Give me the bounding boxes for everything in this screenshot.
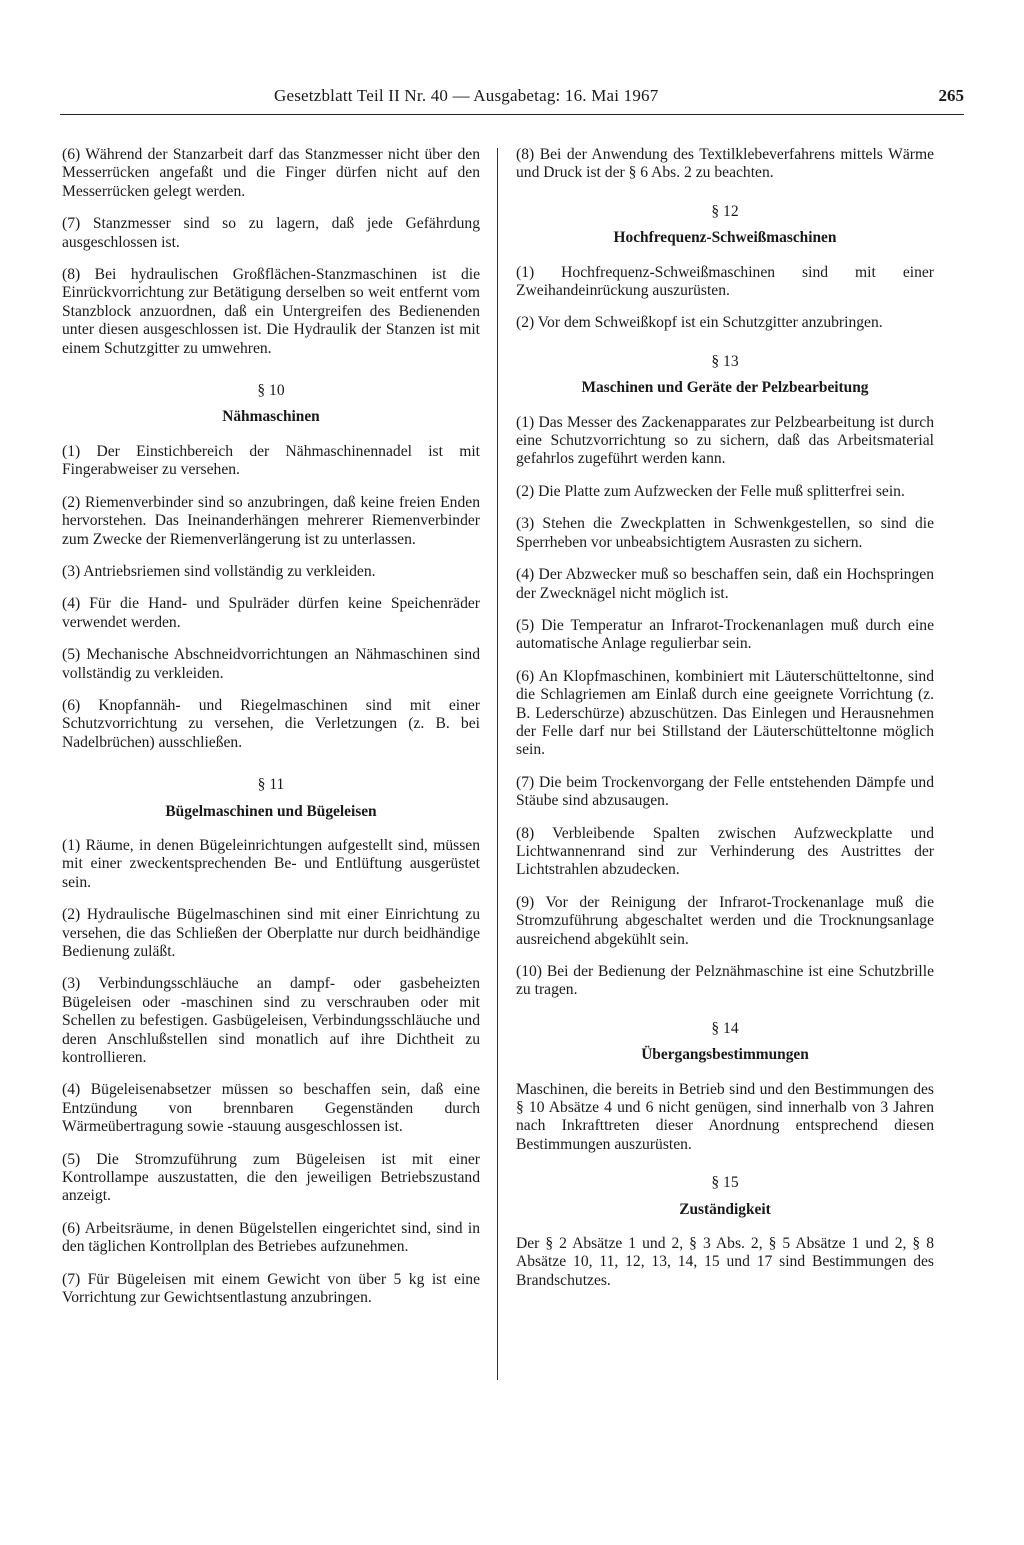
section-title: Bügelmaschinen und Bügeleisen (165, 802, 377, 820)
paragraph: (6) Arbeitsräume, in denen Bügelstellen eingerichtet sind, sind in den täglichen Kontrollplan des Betriebes aufzunehmen. (62, 1219, 480, 1256)
section-title: Maschinen und Geräte der Pelzbearbeitung (581, 379, 869, 397)
section-title: Übergangsbestimmungen (641, 1046, 809, 1064)
paragraph: (8) Verbleibende Spalten zwischen Aufzweckplatte und Lichtwannenrand sind zur Verhinderung des Austrittes der Lichtstrahlen abzudecken. (516, 824, 934, 879)
paragraph: (3) Antriebsriemen sind vollständig zu verkleiden. (62, 562, 376, 580)
paragraph: (1) Räume, in denen Bügeleinrichtungen aufgestellt sind, müssen mit einer zweckentsprechenden Be- und Entlüftung ausgerüstet sein. (62, 836, 480, 891)
paragraph: (5) Die Temperatur an Infrarot-Trockenanlagen muß durch eine automatische Anlage regulierbar sein. (516, 616, 934, 653)
paragraph: (6) An Klopfmaschinen, kombiniert mit Läuterschütteltonne, sind die Schlagriemen am Einlaß durch eine geeignete Vorrichtung (z. B. Lederschürze) abzuschützen. Das Einlegen und Herausnehmen der Felle darf nur bei Stillstand der Läuterschütteltonne möglich sein. (516, 667, 934, 759)
paragraph: (2) Riemenverbinder sind so anzubringen, daß keine freien Enden hervorstehen. Das Ineinanderhängen mehrerer Riemenverbinder zum Zwecke der Riemenverlängerung ist zu unterlassen. (62, 493, 480, 548)
paragraph: (2) Vor dem Schweißkopf ist ein Schutzgitter anzubringen. (516, 314, 883, 332)
section-number: § 12 (711, 202, 739, 220)
header-title: Gesetzblatt Teil II Nr. 40 — Ausgabetag: 16. Mai 1967 (274, 86, 659, 105)
paragraph: (4) Bügeleisenabsetzer müssen so beschaffen sein, daß eine Entzündung von brennbaren Gegenständen durch Wärmeübertragung sowie -stauung ausgeschlossen ist. (62, 1081, 480, 1136)
paragraph: (8) Bei der Anwendung des Textilklebeverfahrens mittels Wärme und Druck ist der § 6 Abs. 2 zu beachten. (516, 146, 934, 182)
paragraph: (1) Das Messer des Zackenapparates zur Pelzbearbeitung ist durch eine Schutzvorrichtung so zu sichern, daß das Arbeitsmaterial gefahrlos zugeführt werden kann. (516, 413, 934, 468)
paragraph: (10) Bei der Bedienung der Pelznähmaschine ist eine Schutzbrille zu tragen. (516, 963, 934, 999)
paragraph: (3) Verbindungsschläuche an dampf- oder gasbeheizten Bügeleisen oder -maschinen sind zu verschrauben oder mit Schellen zu befestigen. Gasbügeleisen, Verbindungsschläuche und deren Anschlußstellen sind monatlich auf ihre Dichtheit zu kontrollieren. (62, 975, 480, 1067)
section-title: Zuständigkeit (679, 1200, 771, 1218)
section-number: § 14 (711, 1019, 739, 1037)
paragraph: (5) Mechanische Abschneidvorrichtungen an Nähmaschinen sind vollständig zu verkleiden. (62, 646, 480, 682)
paragraph: (9) Vor der Reinigung der Infrarot-Trockenanlage muß die Stromzuführung abgeschaltet werden und die Trocknungsanlage ausreichend abgekühlt sein. (516, 893, 934, 948)
paragraph: (3) Stehen die Zweckplatten in Schwenkgestellen, so sind die Sperrheben vor unbeabsichtigtem Ausrasten zu sichern. (516, 515, 934, 551)
page-header (60, 86, 964, 115)
paragraph: (7) Für Bügeleisen mit einem Gewicht von über 5 kg ist eine Vorrichtung zur Gewichtsentlastung anzubringen. (62, 1270, 480, 1307)
paragraph: (6) Knopfannäh- und Riegelmaschinen sind mit einer Schutzvorrichtung zu versehen, die Verletzungen (z. B. bei Nadelbrüchen) ausschließen. (62, 696, 480, 751)
paragraph: (5) Die Stromzuführung zum Bügeleisen ist mit einer Kontrollampe auszustatten, die den jeweiligen Betriebszustand anzeigt. (62, 1150, 480, 1205)
section-number: § 10 (257, 382, 285, 400)
paragraph: (4) Für die Hand- und Spulräder dürfen keine Speichenräder verwendet werden. (62, 595, 480, 631)
right-column (516, 146, 934, 1304)
paragraph: (1) Der Einstichbereich der Nähmaschinennadel ist mit Fingerabweiser zu versehen. (62, 442, 480, 479)
paragraph: (8) Bei hydraulischen Großflächen-Stanzmaschinen ist die Einrückvorrichtung zur Betätigung derselben so weit entfernt vom Stanzblock anzuordnen, daß ein Untergreifen des Bedienenden unter diesen ausgeschlossen ist. Die Hydraulik der Stanzen ist mit einem Schutzgitter zu umwehren. (62, 266, 480, 357)
column-divider (497, 148, 498, 1380)
paragraph: (6) Während der Stanzarbeit darf das Stanzmesser nicht über den Messerrücken angefaßt und die Finger dürfen nicht auf den Messerrücken gelegt werden. (62, 146, 480, 200)
section-number: § 13 (711, 352, 739, 370)
page-number: 265 (938, 86, 964, 105)
paragraph: (2) Die Platte zum Aufzwecken der Felle muß splitterfrei sein. (516, 482, 905, 500)
section-number: § 11 (257, 776, 285, 794)
paragraph: (7) Stanzmesser sind so zu lagern, daß jede Gefährdung ausgeschlossen ist. (62, 215, 480, 251)
paragraph: Der § 2 Absätze 1 und 2, § 3 Abs. 2, § 5 Absätze 1 und 2, § 8 Absätze 10, 11, 12, 13, 14, 15 und 17 sind Bestimmungen des Brandschutzes. (516, 1235, 934, 1289)
left-column (62, 146, 480, 1322)
section-title: Nähmaschinen (222, 408, 320, 426)
paragraph: (2) Hydraulische Bügelmaschinen sind mit einer Einrichtung zu versehen, die das Schließen der Oberplatte nur durch beidhändige Bedienung zuläßt. (62, 906, 480, 960)
paragraph: (7) Die beim Trockenvorgang der Felle entstehenden Dämpfe und Stäube sind abzusaugen. (516, 773, 934, 810)
paragraph: (1) Hochfrequenz-Schweißmaschinen sind mit einer Zweihandeinrückung auszurüsten. (516, 263, 934, 300)
section-number: § 15 (711, 1174, 739, 1192)
section-title: Hochfrequenz-Schweißmaschinen (613, 229, 837, 247)
paragraph: Maschinen, die bereits in Betrieb sind und den Bestimmungen des § 10 Absätze 4 und 6 nicht genügen, sind innerhalb von 3 Jahren nach Inkrafttreten dieser Anordnung entsprechend diesen Bestimmungen auszurüsten. (516, 1080, 934, 1153)
paragraph: (4) Der Abzwecker muß so beschaffen sein, daß ein Hochspringen der Zwecknägel nicht möglich ist. (516, 566, 934, 602)
